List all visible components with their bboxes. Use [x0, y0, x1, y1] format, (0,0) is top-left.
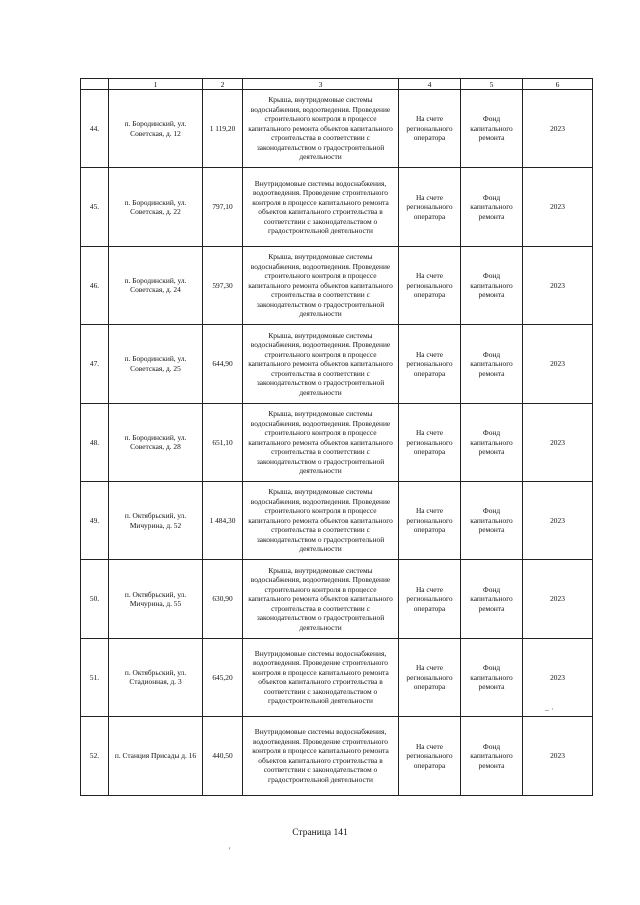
address-cell: п. Бородинский, ул. Советская, д. 28 — [109, 403, 203, 481]
header-cell-2: 2 — [203, 79, 243, 90]
page-number: Страница 141 — [292, 828, 348, 838]
area-cell: 645,20 — [203, 638, 243, 716]
fund-cell: Фонд капитального ремонта — [461, 717, 523, 795]
fund-cell: Фонд капитального ремонта — [461, 325, 523, 403]
area-cell: 1 119,20 — [203, 90, 243, 168]
account-cell: На счете регионального оператора — [399, 638, 461, 716]
area-cell: 644,90 — [203, 325, 243, 403]
account-cell: На счете регионального оператора — [399, 717, 461, 795]
header-cell-3: 3 — [243, 79, 399, 90]
address-cell: п. Бородинский, ул. Советская, д. 12 — [109, 90, 203, 168]
row-number-cell: 45. — [81, 168, 109, 246]
works-cell: Крыша, внутридомовые системы водоснабжения, водоотведения. Проведение строительного контроля в процессе капитального ремонта объектов капитального строительства в соответствии с законодательством о градостроительной деятельности — [243, 90, 399, 168]
table-row — [81, 403, 593, 481]
fund-cell: Фонд капитального ремонта — [461, 560, 523, 638]
area-cell: 440,50 — [203, 717, 243, 795]
area-cell: 630,90 — [203, 560, 243, 638]
account-cell: На счете регионального оператора — [399, 246, 461, 324]
year-cell: 2023 — [523, 168, 593, 246]
year-cell: 2023 — [523, 638, 593, 716]
year-cell: 2023 — [523, 90, 593, 168]
account-cell: На счете регионального оператора — [399, 90, 461, 168]
row-number-cell: 52. — [81, 717, 109, 795]
works-cell: Крыша, внутридомовые системы водоснабжения, водоотведения. Проведение строительного контроля в процессе капитального ремонта объектов капитального строительства в соответствии с законодательством о градостроительной деятельности — [243, 246, 399, 324]
works-cell: Внутридомовые системы водоснабжения, водоотведения. Проведение строительного контроля в процессе капитального ремонта объектов капитального строительства в соответствии с законодательством о градостроительной деятельности — [243, 717, 399, 795]
area-cell: 597,30 — [203, 246, 243, 324]
table-row — [81, 90, 593, 168]
account-cell: На счете регионального оператора — [399, 403, 461, 481]
address-cell: п. Октябрьский, ул. Стадионная, д. 3 — [109, 638, 203, 716]
header-cell-6: 6 — [523, 79, 593, 90]
row-number-cell: 49. — [81, 481, 109, 559]
area-cell: 1 484,30 — [203, 481, 243, 559]
table-row — [81, 481, 593, 559]
works-cell: Внутридомовые системы водоснабжения, водоотведения. Проведение строительного контроля в процессе капитального ремонта объектов капитального строительства в соответствии с законодательством о градостроительной деятельности — [243, 638, 399, 716]
repair-schedule-table — [80, 78, 593, 796]
fund-cell: Фонд капитального ремонта — [461, 90, 523, 168]
fund-cell: Фонд капитального ремонта — [461, 638, 523, 716]
fund-cell: Фонд капитального ремонта — [461, 168, 523, 246]
table-row — [81, 638, 593, 716]
header-cell-num — [81, 79, 109, 90]
year-cell: 2023 — [523, 717, 593, 795]
row-number-cell: 47. — [81, 325, 109, 403]
table-header-row — [81, 79, 593, 90]
works-cell: Крыша, внутридомовые системы водоснабжения, водоотведения. Проведение строительного контроля в процессе капитального ремонта объектов капитального строительства в соответствии с законодательством о градостроительной деятельности — [243, 560, 399, 638]
row-number-cell: 44. — [81, 90, 109, 168]
works-cell: Внутридомовые системы водоснабжения, водоотведения. Проведение строительного контроля в процессе капитального ремонта объектов капитального строительства в соответствии с законодательством о градостроительной деятельности — [243, 168, 399, 246]
table-row — [81, 717, 593, 795]
works-cell: Крыша, внутридомовые системы водоснабжения, водоотведения. Проведение строительного контроля в процессе капитального ремонта объектов капитального строительства в соответствии с законодательством о градостроительной деятельности — [243, 325, 399, 403]
row-number-cell: 50. — [81, 560, 109, 638]
header-cell-4: 4 — [399, 79, 461, 90]
account-cell: На счете регионального оператора — [399, 168, 461, 246]
table-body — [81, 90, 593, 796]
header-cell-5: 5 — [461, 79, 523, 90]
row-number-cell: 51. — [81, 638, 109, 716]
header-cell-1: 1 — [109, 79, 203, 90]
works-cell: Крыша, внутридомовые системы водоснабжения, водоотведения. Проведение строительного контроля в процессе капитального ремонта объектов капитального строительства в соответствии с законодательством о градостроительной деятельности — [243, 403, 399, 481]
area-cell: 651,10 — [203, 403, 243, 481]
works-cell: Крыша, внутридомовые системы водоснабжения, водоотведения. Проведение строительного контроля в процессе капитального ремонта объектов капитального строительства в соответствии с законодательством о градостроительной деятельности — [243, 481, 399, 559]
address-cell: п. Бородинский, ул. Советская, д. 22 — [109, 168, 203, 246]
year-cell: 2023 — [523, 246, 593, 324]
address-cell: п. Октябрьский, ул. Мичурина, д. 55 — [109, 560, 203, 638]
address-cell: п. Станция Присады д. 16 — [109, 717, 203, 795]
year-cell: 2023 — [523, 560, 593, 638]
table-row — [81, 246, 593, 324]
row-number-cell: 46. — [81, 246, 109, 324]
address-cell: п. Бородинский, ул. Советская, д. 25 — [109, 325, 203, 403]
table-row — [81, 168, 593, 246]
account-cell: На счете регионального оператора — [399, 560, 461, 638]
account-cell: На счете регионального оператора — [399, 325, 461, 403]
year-cell: 2023 — [523, 325, 593, 403]
address-cell: п. Бородинский, ул. Советская, д. 24 — [109, 246, 203, 324]
year-cell: 2023 — [523, 403, 593, 481]
fund-cell: Фонд капитального ремонта — [461, 403, 523, 481]
stray-mark-bottom: ' — [229, 846, 231, 855]
table-row — [81, 560, 593, 638]
fund-cell: Фонд капитального ремонта — [461, 246, 523, 324]
stray-mark: – · — [545, 705, 554, 714]
table-row — [81, 325, 593, 403]
year-cell: 2023 — [523, 481, 593, 559]
area-cell: 797,10 — [203, 168, 243, 246]
account-cell: На счете регионального оператора — [399, 481, 461, 559]
row-number-cell: 48. — [81, 403, 109, 481]
fund-cell: Фонд капитального ремонта — [461, 481, 523, 559]
address-cell: п. Октябрьский, ул. Мичурина, д. 52 — [109, 481, 203, 559]
